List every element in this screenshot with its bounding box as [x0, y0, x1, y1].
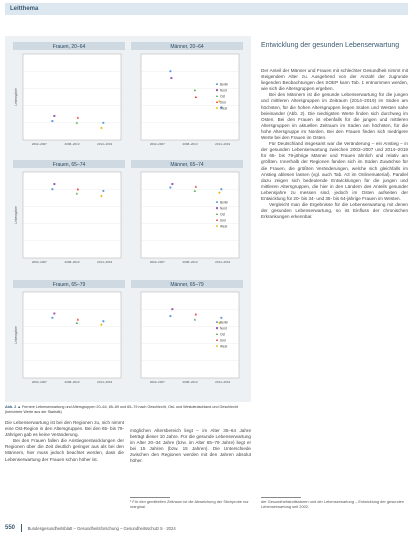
x-tick-label: 2008–2013 — [182, 380, 198, 384]
journal-name: Bundesgesundheitsblatt – Gesundheitsforschung – Gesundheitsschutz 5 · 2024 — [27, 525, 176, 531]
middle-column — [130, 428, 251, 465]
x-tick-label: 2002–2007 — [31, 380, 47, 384]
footnote-right: der Gesundheitsindikatoren und der Lebenserwartung – Entwicklung der gesunden Lebenserwartung seit 2002. — [261, 499, 404, 509]
page-number: 550 — [5, 525, 16, 531]
data-point — [102, 122, 104, 124]
data-point — [53, 115, 55, 117]
figure-caption — [5, 405, 251, 415]
footnote-mid: ¹ Für den gemittelten Zeitraum ist die Abweichung der Stichprobe nur marginal. — [130, 499, 249, 509]
data-point — [102, 320, 104, 322]
data-point — [169, 315, 171, 317]
legend-label: Ost — [220, 94, 225, 99]
data-point — [51, 120, 53, 122]
x-tick-label: 2002–2007 — [31, 260, 47, 264]
x-tick-label: 2008–2013 — [64, 260, 80, 264]
right-paragraph-3: Für Deutschland insgesamt war die Veränderung – ein Anstieg – in der gesunden Lebenserwartung zwischen 2002–2007 und 2014–2019 für 65- bis 79-jährige Männer und Frauen ähnlich und relativ am größten. Innerhalb der Regionen fanden sich im Süden Zuwächse für die Frauen, die größten Veränderungen, welche sich gleichfalls im Anstieg ablesen lassen (vgl. auch Tab. A3 im Onlinematerial). Parallel dazu zeigen sich bedeutende Entwicklungen für die jungen und mittleren Altersgruppen, die hier in den Ländern des Anteils gesunder Lebensjahre zu messen sind, jedoch im Osten aufseiten der Entwicklung für 20- bis 34- und 35- bis 64-jährige Frauen im Westen. — [261, 141, 408, 201]
legend-label: West — [220, 106, 228, 111]
data-point — [171, 183, 173, 185]
x-tick-label: 2014–2019 — [97, 380, 113, 384]
y-axis-label: Lebensjahre — [14, 88, 18, 106]
data-point — [53, 183, 55, 185]
panel-title: Frauen, 65–74 — [52, 162, 86, 168]
legend-label: Nord — [220, 326, 227, 331]
plot-area — [23, 172, 121, 258]
footnote-rule-right — [261, 497, 301, 498]
middle-paragraph-1: möglichen Altersbereich liegt – im Alter 35–64 Jahre beträgt dieser 10 Jahre. Für die gesunde Lebenserwartung im Alter 20–34 Jahre (bzw. im Alter 65–79 Jahre) liegt er bei 15 Jahren (bzw. 15 Jahren). Die Unterschiede zwischen den Regionen werden mit den Jahren absolut höher. — [130, 428, 251, 464]
panel-title: Frauen, 20–64 — [52, 44, 86, 50]
plot-area — [23, 54, 121, 140]
legend-label: Ost — [220, 212, 225, 217]
right-column — [261, 68, 408, 220]
x-tick-label: 2002–2007 — [149, 260, 165, 264]
x-tick-label: 2002–2007 — [31, 142, 47, 146]
x-tick-label: 2014–2019 — [215, 142, 231, 146]
legend-label: Berlin — [220, 200, 229, 205]
caption-label: Abb. 2 ▲ — [5, 405, 21, 409]
x-tick-label: 2014–2019 — [215, 260, 231, 264]
data-point — [171, 308, 173, 310]
legend-label: Ost — [220, 332, 225, 337]
plot-area — [23, 292, 121, 378]
y-axis-label: Lebensjahre — [14, 326, 18, 344]
x-tick-label: 2014–2019 — [97, 142, 113, 146]
figure-charts — [5, 36, 251, 402]
page-footer — [5, 524, 176, 532]
data-point — [220, 188, 222, 190]
x-tick-label: 2002–2007 — [149, 142, 165, 146]
legend-label: Nord — [220, 206, 227, 211]
panel-title: Männer, 65–74 — [170, 162, 204, 168]
legend-label: Berlin — [220, 320, 229, 325]
legend-label: Berlin — [220, 82, 229, 87]
left-column — [5, 420, 124, 463]
data-point — [170, 77, 172, 79]
legend-label: Süd — [220, 218, 226, 223]
right-paragraph-4: Vergleicht man die Ergebnisse für die Lebenserwartung mit denen der gesunden Lebenserwartung, so ist Einfluss der chronischen Erkrankungen erkennbar. — [261, 202, 408, 220]
x-tick-label: 2002–2007 — [149, 380, 165, 384]
footnote-rule-mid — [130, 497, 170, 498]
x-tick-label: 2008–2013 — [182, 142, 198, 146]
legend-marker — [216, 207, 218, 209]
panel-title: Männer, 65–79 — [170, 282, 204, 288]
legend-marker — [216, 201, 218, 203]
data-point — [53, 313, 55, 315]
data-point — [169, 186, 171, 188]
right-paragraph-2: Bei den Männern ist die gesunde Lebenserwartung für die jungen und mittleren Altersgruppen im Zeitraum (2014–2019) im Süden am höchsten, für die hohen Altersgruppen liegen Süden und Westen nahe beieinander (Abb. 2). Die niedrigsten Werte finden sich durchweg im Osten. Bei den Frauen ist ebenfalls für die jungen und mittleren Altersgruppen im aktuellen Zeitraum im Süden am höchsten, für die hohe Altersgruppe im Norden. Bei den Frauen finden sich niedrigere Werte bei den Frauen im Osten. — [261, 92, 408, 141]
panel-title: Frauen, 65–79 — [52, 282, 86, 288]
data-point — [51, 188, 53, 190]
section-heading: Entwicklung der gesunden Lebenserwartung — [261, 42, 400, 49]
legend-label: West — [220, 344, 228, 349]
x-tick-label: 2008–2013 — [64, 142, 80, 146]
left-paragraph-2: Bei den Frauen fallen die Anstiegsentwicklungen der Regionen über die Zeit deutlich geringer aus als bei den Männern, hier muss jedoch beachtet werden, dass die Lebenserwartung der Frauen schon höher ist. — [5, 438, 124, 462]
x-tick-label: 2008–2013 — [64, 380, 80, 384]
legend-label: Süd — [220, 338, 226, 343]
data-point — [102, 190, 104, 192]
panel-title: Männer, 20–64 — [170, 44, 204, 50]
footer-divider — [21, 524, 22, 532]
data-point — [169, 70, 171, 72]
data-point — [51, 317, 53, 319]
left-paragraph-1: Die Lebenserwartung ist bei den Regionen zu, sich nimmt eine Ost-Region in den Altersgruppen. Bei den 65- bis 79-Jährigen gab es keine Veränderung. — [5, 420, 124, 438]
legend-marker — [216, 83, 218, 85]
data-point — [220, 317, 222, 319]
legend-label: West — [220, 224, 228, 229]
y-axis-label: Lebensjahre — [14, 206, 18, 224]
section-tag: Leitthema — [5, 3, 408, 15]
legend-marker — [216, 327, 218, 329]
right-paragraph-1: Der Anteil der Männer und Frauen mit schlechter Gesundheit nimmt mit steigendem Alter zu. Ausgehend von der Anzahl der zugrunde liegenden Beobachtungen des SOEP kann Tab. 1 entnommen werden, wie sich die Altersgruppen ergeben. — [261, 68, 408, 92]
legend-marker — [216, 321, 218, 323]
x-tick-label: 2014–2019 — [97, 260, 113, 264]
x-tick-label: 2014–2019 — [215, 380, 231, 384]
legend-label: Nord — [220, 88, 227, 93]
legend-label: Süd — [220, 100, 226, 105]
caption-text: Fernere Lebenserwartung und Altersgruppen 20–64, 65–69 und 65–79 nach Geschlecht, Ost- und Westdeutschland und Geschlecht (berichtete Werte aus der Statistik) — [5, 405, 238, 414]
x-tick-label: 2008–2013 — [182, 260, 198, 264]
legend-marker — [216, 89, 218, 91]
